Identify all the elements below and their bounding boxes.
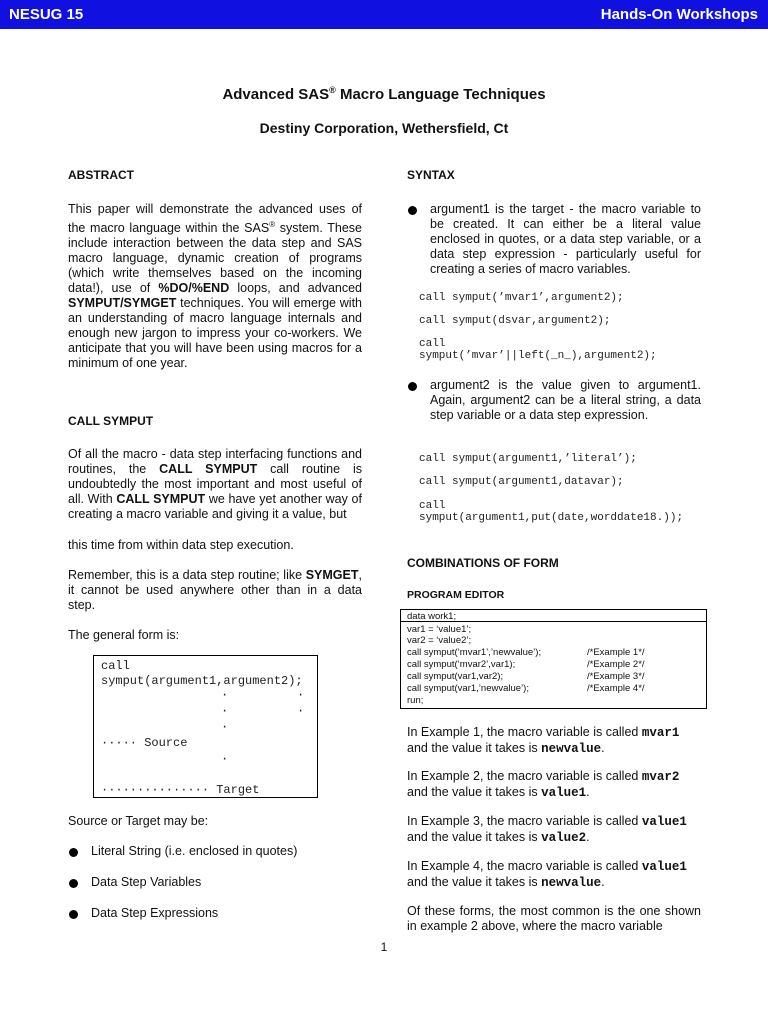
program-line: call symput(‘mvar1’,’newvalue’); — [407, 647, 542, 658]
bullet-literal-string: Literal String (i.e. enclosed in quotes) — [91, 844, 298, 858]
program-comment: /*Example 1*/ — [587, 647, 645, 658]
program-comment: /*Example 3*/ — [587, 671, 645, 682]
code-example-6b: symput(argument1,put(date,worddate18.)); — [419, 512, 684, 524]
source-target-label: Source or Target may be: — [68, 814, 209, 828]
program-editor-box — [400, 609, 707, 709]
example-4-text: In Example 4, the macro variable is called value1 and the value it takes is newvalue. — [407, 859, 687, 890]
bullet-data-step-variables: Data Step Variables — [91, 875, 202, 889]
general-form-target: ··············· Target — [101, 783, 260, 797]
bullet-icon — [69, 879, 78, 888]
call-symput-paragraph: Of all the macro - data step interfacing functions and routines, the CALL SYMPUT call routine is undoubtedly the most important and most useful of all. With CALL SYMPUT we have yet another way of creating a macro variable and giving it a value, but — [68, 447, 362, 521]
bullet-icon — [408, 206, 417, 215]
call-symput-heading: CALL SYMPUT — [68, 414, 154, 428]
syntax-argument2: argument2 is the value given to argument1. Again, argument2 can be a literal string, a data step variable or a data step expression. — [430, 378, 701, 422]
bullet-icon — [69, 910, 78, 919]
code-example-3a: call — [419, 338, 446, 350]
bullet-data-step-expressions: Data Step Expressions — [91, 906, 219, 920]
code-example-6a: call — [419, 500, 446, 512]
header-section: Hands-On Workshops — [600, 6, 758, 23]
page-number: 1 — [380, 940, 388, 954]
dot-5: · — [221, 720, 229, 734]
call-symput-paragraph-cont: this time from within data step execution. — [68, 538, 294, 552]
dot-2: · — [297, 688, 305, 702]
code-example-2: call symput(dsvar,argument2); — [419, 315, 611, 327]
general-form-call: call — [101, 659, 130, 673]
general-form-box — [93, 655, 318, 798]
program-line: run; — [407, 695, 424, 706]
header-bar — [0, 0, 768, 29]
bullet-icon — [69, 848, 78, 857]
paper-author: Destiny Corporation, Wethersfield, Ct — [259, 120, 509, 136]
abstract-paragraph: This paper will demonstrate the advanced uses of the macro language within the SAS® system. These include interaction between the data step and SAS macro language, dynamic creation of programs (which write themselves based on the incoming data!), use of %DO/%END loops, and advanced SYMPUT/SYMGET techniques. You will emerge with an understanding of macro language internals and enough new jargon to impress your co-workers. We anticipate that you will have been using macros for a minimum of one year. — [68, 202, 362, 371]
paper-title: Advanced SAS® Macro Language Techniques — [222, 85, 546, 103]
program-comment: /*Example 2*/ — [587, 659, 645, 670]
syntax-heading: SYNTAX — [407, 168, 455, 182]
program-line: call symput(var1,var2); — [407, 671, 504, 682]
dot-1: · — [221, 688, 229, 702]
syntax-argument1: argument1 is the target - the macro variable to be created. It can either be a literal value enclosed in quotes, or a data step variable, or a data step expression - particularly useful for creating a series of macro variables. — [430, 202, 701, 276]
general-form-source: ····· Source — [101, 736, 188, 750]
code-example-5: call symput(argument1,datavar); — [419, 476, 624, 488]
example-2-text: In Example 2, the macro variable is called mvar2 and the value it takes is value1. — [407, 769, 680, 800]
program-editor-heading: PROGRAM EDITOR — [407, 589, 505, 601]
dot-6: · — [221, 752, 229, 766]
header-conference: NESUG 15 — [9, 6, 84, 23]
code-example-4: call symput(argument1,’literal’); — [419, 453, 637, 465]
general-form-label: The general form is: — [68, 628, 180, 642]
program-line: var1 = ‘value1’; — [407, 624, 472, 635]
dot-3: · — [221, 704, 229, 718]
bullet-icon — [408, 382, 417, 391]
abstract-heading: ABSTRACT — [68, 168, 134, 182]
dot-4: · — [297, 704, 305, 718]
program-line: call symput(var1,’newvalue’); — [407, 683, 529, 694]
example-3-text: In Example 3, the macro variable is called value1 and the value it takes is value2. — [407, 814, 687, 845]
code-example-1: call symput(’mvar1’,argument2); — [419, 292, 624, 304]
final-paragraph: Of these forms, the most common is the one shown in example 2 above, where the macro variable — [407, 904, 701, 933]
general-form-symput: symput(argument1,argument2); — [101, 674, 303, 688]
code-example-3b: symput(’mvar’||left(_n_),argument2); — [419, 350, 657, 362]
program-line: call symput(‘mvar2’,var1); — [407, 659, 516, 670]
program-line: data work1; — [407, 611, 457, 622]
example-1-text: In Example 1, the macro variable is called mvar1 and the value it takes is newvalue. — [407, 725, 680, 756]
combinations-heading: COMBINATIONS OF FORM — [407, 556, 559, 570]
program-comment: /*Example 4*/ — [587, 683, 645, 694]
program-line: var2 = ‘value2’; — [407, 635, 472, 646]
symget-paragraph: Remember, this is a data step routine; like SYMGET, it cannot be used anywhere other than in a data step. — [68, 568, 362, 612]
